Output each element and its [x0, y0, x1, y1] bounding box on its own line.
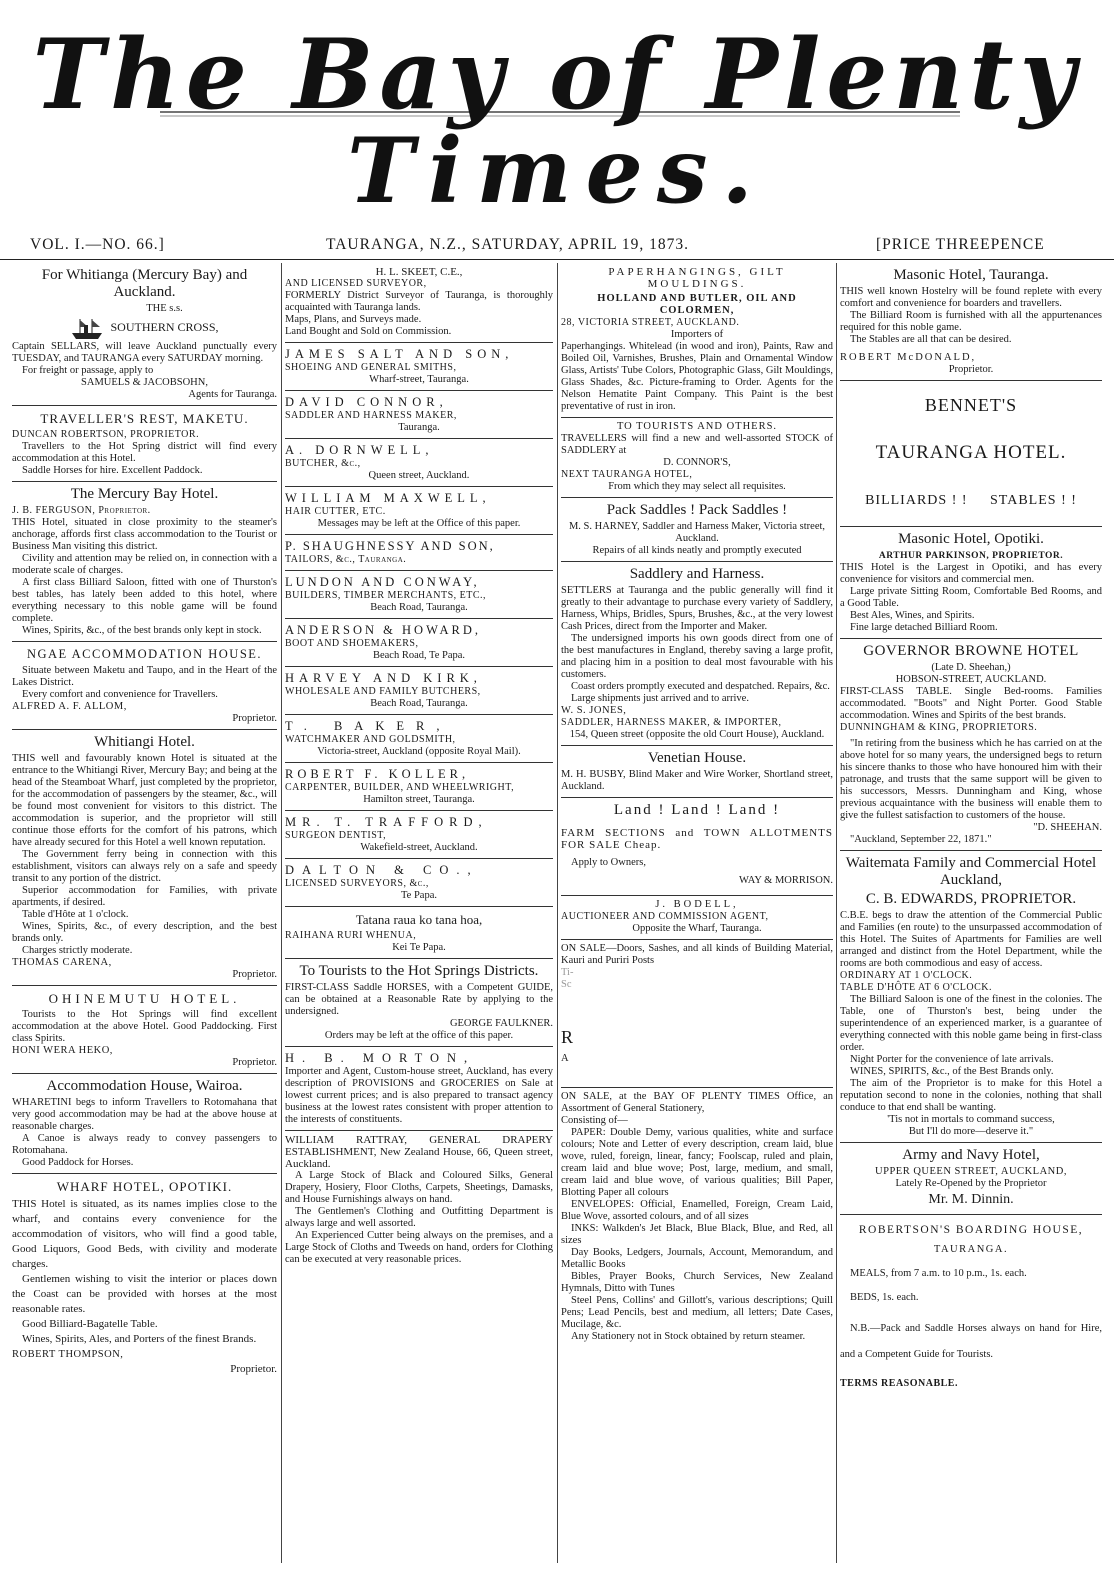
ad-text: M. H. BUSBY, Blind Maker and Wire Worker, Shortland street, Auckland. — [561, 769, 833, 792]
ad-land-sale — [561, 798, 833, 896]
ad-bennets-hotel — [840, 381, 1102, 527]
ad-text: Travellers to the Hot Spring district will find every accommodation at this Hotel. — [12, 441, 277, 464]
ad-james-salt — [285, 343, 553, 391]
ad-heading: Pack Saddles ! Pack Saddles ! — [606, 502, 788, 518]
ad-text: SETTLERS at Tauranga and the public generally will find it greatly to their advantage to purchase every variety of Saddlery, Harness, Whips, Bridles, Spurs, Brushes, &c., at the very lowest Cash Prices, direct from the Importer and Maker. — [561, 585, 833, 632]
ad-text: THE s.s. — [146, 303, 183, 314]
ad-text: Situate between Maketu and Taupo, and in the Heart of the Lakes District. — [12, 665, 277, 688]
ad-text: Tourists to the Hot Springs will find excellent accommodation at the above Hotel. Good Paddocking. First class Spirits. — [12, 1009, 277, 1044]
ad-text-fragment: A — [561, 1053, 569, 1064]
ad-text: Civility and attention may be relied on, in connection with a moderate scale of charges. — [12, 553, 277, 576]
ad-signature: "D. SHEEHAN. — [1033, 822, 1102, 833]
ad-text: Opposite the Wharf, Tauranga. — [632, 923, 762, 934]
ad-text: THIS well and favourably known Hotel is situated at the entrance to the Whitiangi River, Mercury Bay; and being at the head of the Steamboat Wharf, just completed by the proprietor, for the accommodation of passengers by the steamer, &c., will be found most convenient for visitors to this district. The accommodation is superior, and the proprietor will still continue those efforts for the comfort of his patrons, which have already secured for this Hotel a well known reputation. — [12, 753, 277, 848]
ad-heading: Whitiangi Hotel. — [94, 734, 195, 750]
ad-text: D. CONNOR'S, — [663, 457, 731, 468]
ad-text: Best Ales, Wines, and Spirits. — [850, 610, 975, 621]
column-rule — [281, 263, 282, 1563]
ad-building-material — [561, 940, 833, 1088]
ad-text: TRAVELLERS will find a new and well-assorted STOCK of SADDLERY at — [561, 433, 833, 456]
ad-subheading: SURGEON DENTIST, — [285, 830, 387, 841]
ad-text: THIS Hotel is situated, as its names implies close to the wharf, and contains every convenience for the accommodation of visitors, who will find a good table, Good Liquors, Good Beds, with civility and moderate charges. — [12, 1198, 277, 1270]
ad-subheading: LICENSED SURVEYORS, &c., — [285, 878, 429, 889]
ad-heading: TRAVELLER'S REST, MAKETU. — [40, 411, 249, 426]
ad-tourists-others — [561, 418, 833, 498]
ad-text: Day Books, Ledgers, Journals, Account, Memorandum, and Metallic Books — [561, 1247, 833, 1270]
ad-signature: GEORGE FAULKNER. — [449, 1018, 553, 1029]
ad-proprietor: DUNCAN ROBERTSON, PROPRIETOR. — [12, 429, 200, 440]
ad-subheading: C. B. EDWARDS, PROPRIETOR. — [865, 891, 1077, 907]
ad-signature: DUNNINGHAM & KING, PROPRIETORS. — [840, 722, 1038, 733]
ad-subheading: CARPENTER, BUILDER, AND WHEELWRIGHT, — [285, 782, 515, 793]
ad-address: 28, VICTORIA STREET, AUCKLAND. — [561, 317, 740, 328]
ad-heading: ROBERT F. KOLLER, — [285, 767, 470, 781]
ad-text: Messages may be left at the Office of this paper. — [317, 518, 521, 529]
ad-text: Coast orders promptly executed and despatched. Repairs, &c. — [571, 681, 830, 692]
ad-subheading: RAIHANA RURI WHENUA, — [285, 930, 417, 941]
ad-text: THIS Hotel is the Largest in Opotiki, and has every convenience for visitors and commercial men. — [840, 562, 1102, 585]
ad-subheading: NEXT TAURANGA HOTEL, — [561, 469, 693, 480]
steamship-icon — [70, 315, 104, 341]
ad-heading: HARVEY AND KIRK, — [285, 671, 482, 685]
ad-signature-title: Proprietor. — [232, 1057, 277, 1068]
ad-heading: Land ! Land ! Land ! — [613, 802, 781, 818]
ad-subheading: BOOT AND SHOEMAKERS, — [285, 638, 419, 649]
ad-heading: Waitemata Family and Commercial Hotel Auckland, — [845, 855, 1097, 888]
ad-text: THIS Hotel, situated in close proximity to the steamer's anchorage, affords first class accommodation to the Tourist or Business Man visiting this district. — [12, 517, 277, 552]
ad-lundon-conway — [285, 571, 553, 619]
ad-dalton — [285, 859, 553, 907]
ad-text: Tauranga. — [398, 422, 440, 433]
ad-holland-butler — [561, 263, 833, 418]
ad-subheading: SHOEING AND GENERAL SMITHS, — [285, 362, 457, 373]
ad-text: The Stables are all that can be desired. — [850, 334, 1012, 345]
ad-text: Te Papa. — [400, 890, 437, 901]
ad-heading: Accommodation House, Wairoa. — [46, 1078, 243, 1094]
volume-number: VOL. I.—NO. 66.] — [30, 236, 165, 253]
ad-signature-title: Proprietor. — [232, 969, 277, 980]
ad-text: Importers of — [670, 329, 724, 340]
ad-proprietor: J. B. FERGUSON, Proprietor. — [12, 505, 151, 516]
ad-text: Agents for Tauranga. — [188, 389, 277, 400]
ad-text: Gentlemen wishing to visit the interior or places down the Coast can be provided with horses at the most reasonable rates. — [12, 1273, 277, 1315]
ad-heading: DAVID CONNOR, — [285, 395, 448, 409]
ad-text: Consisting of— — [561, 1115, 628, 1126]
ad-text: Any Stationery not in Stock obtained by return steamer. — [571, 1331, 806, 1342]
ad-text: TABLE D'HÔTE AT 6 O'CLOCK. — [840, 982, 993, 993]
ad-heading: WILLIAM RATTRAY, GENERAL DRAPERY ESTABLISHMENT, New Zealand House, 66, Queen street, Auckland. — [285, 1134, 553, 1170]
ad-address: 154, Queen street (opposite the old Court House), Auckland. — [569, 729, 825, 740]
ad-skeet — [285, 263, 553, 343]
ad-travellers-rest — [12, 406, 277, 482]
ad-text: Beach Road, Te Papa. — [372, 650, 466, 661]
ad-tatana — [285, 907, 553, 959]
ad-text: FARM SECTIONS and TOWN ALLOTMENTS FOR SALE Cheap. — [561, 827, 833, 851]
ad-text: The aim of the Proprietor is to make for this Hotel a reputation second to none in the colonies, nothing that shall conduce to that end shall be wanting. — [840, 1078, 1102, 1113]
ad-subheading: WHOLESALE AND FAMILY BUTCHERS, — [285, 686, 481, 697]
ad-heading: P. SHAUGHNESSY AND SON, — [285, 539, 495, 553]
ad-text: THIS well known Hostelry will be found replete with every comfort and convenience for boarders and travellers. — [840, 286, 1102, 309]
ad-trafford — [285, 811, 553, 859]
ad-text: Every comfort and convenience for Travellers. — [22, 689, 218, 700]
ad-text: TERMS REASONABLE. — [840, 1378, 958, 1389]
ad-text: Night Porter for the convenience of late arrivals. — [850, 1054, 1054, 1065]
ad-text: Wines, Spirits, &c., of the best brands only kept in stock. — [22, 625, 262, 636]
ad-text: M. S. HARNEY, Saddler and Harness Maker, Victoria street, Auckland. — [568, 521, 826, 544]
ad-text: Table d'Hôte at 1 o'clock. — [22, 909, 129, 920]
ad-text: The undersigned imports his own goods direct from one of the best manufactures in England, thereby saving a large profit, and placing him in a position to deal most favourable with his customers. — [561, 633, 833, 680]
ad-heading: Tatana raua ko tana hoa, — [355, 912, 483, 927]
ad-address: HOBSON-STREET, AUCKLAND. — [895, 674, 1047, 685]
publication-date: TAURANGA, N.Z., SATURDAY, APRIL 19, 1873. — [326, 236, 689, 253]
ad-text: Saddle Horses for hire. Excellent Paddock. — [22, 465, 203, 476]
ad-heading: MR. T. TRAFFORD, — [285, 815, 488, 829]
ad-text: Apply to Owners, — [571, 857, 646, 868]
ad-text: Steel Pens, Collins' and Gillott's, various descriptions; Quill Pens; Lead Pencils, best and medium, all letters; Date Cases, Mucilage, &c. — [561, 1295, 833, 1330]
ad-subheading: HAIR CUTTER, ETC. — [285, 506, 386, 517]
ad-heading: T. BAKER, — [285, 719, 452, 733]
ad-heading: BENNET'S — [924, 395, 1018, 415]
ad-robertsons-boarding — [840, 1215, 1102, 1394]
ad-text: A Large Stock of Black and Coloured Silks, General Drapery, Hosiery, Floor Cloths, Carpets, Sheetings, Damasks, and House Furnishings always on hand. — [285, 1170, 553, 1205]
column-2 — [285, 263, 553, 1563]
ad-text: Victoria-street, Auckland (opposite Royal Mail). — [317, 746, 521, 757]
ad-text: The Government ferry being in connection with this establishment, visitors can always rely on a safe and speedy transit to any portion of the district. — [12, 849, 277, 884]
ad-pack-saddles — [561, 498, 833, 562]
ad-signature: ROBERT McDONALD, — [840, 352, 977, 363]
ad-david-connor — [285, 391, 553, 439]
ad-heading: The Mercury Bay Hotel. — [70, 486, 219, 502]
ad-proprietor: ARTHUR PARKINSON, PROPRIETOR. — [878, 551, 1064, 561]
ad-heading: DALTON & CO., — [285, 863, 479, 877]
ad-text-fragment: R — [561, 1027, 574, 1047]
ad-address: UPPER QUEEN STREET, AUCKLAND, — [875, 1166, 1067, 1177]
ad-subheading: BUILDERS, TIMBER MERCHANTS, ETC., — [285, 590, 487, 601]
ad-heading: NGAE ACCOMMODATION HOUSE. — [26, 647, 263, 661]
ad-heading: WILLIAM MAXWELL, — [285, 491, 491, 505]
price: [PRICE THREEPENCE — [876, 236, 1045, 253]
ad-venetian-house — [561, 746, 833, 798]
ad-maxwell — [285, 487, 553, 535]
ad-text: Wines, Spirits, &c., of every description, and the best brands only. — [12, 921, 277, 944]
ad-text: ON SALE—Doors, Sashes, and all kinds of Building Material, Kauri and Puriri Posts — [561, 943, 833, 966]
ad-text: Beach Road, Tauranga. — [370, 602, 468, 613]
ad-masonic-opotiki — [840, 527, 1102, 639]
ad-text: Captain SELLARS, will leave Auckland punctually every TUESDAY, and TAURANGA every SATURDAY morning. — [12, 341, 277, 364]
ad-morton — [285, 1047, 553, 1131]
ad-signature: Mr. M. Dinnin. — [928, 1192, 1014, 1207]
ad-army-navy-hotel — [840, 1143, 1102, 1215]
ad-signature-title: Proprietor. — [948, 364, 994, 375]
ad-text: MEALS, from 7 a.m. to 10 p.m., 1s. each. — [850, 1268, 1027, 1279]
ad-text: Wakefield-street, Auckland. — [360, 842, 478, 853]
ad-waitemata-hotel — [840, 851, 1102, 1143]
ad-heading: To Tourists to the Hot Springs Districts. — [299, 963, 539, 979]
column-1 — [12, 263, 277, 1563]
ad-text: ON SALE, at the BAY OF PLENTY TIMES Office, an Assortment of General Stationery, — [561, 1091, 833, 1114]
ad-whitiangi-hotel — [12, 730, 277, 986]
ship-name: SOUTHERN CROSS, — [110, 319, 219, 334]
ad-bodell — [561, 896, 833, 940]
ad-text-fragment: Ti- — [561, 967, 574, 978]
ad-text: BEDS, 1s. each. — [850, 1292, 919, 1303]
ad-signature: ROBERT THOMPSON, — [12, 1349, 124, 1360]
ad-quote: 'Tis not in mortals to command success, — [887, 1114, 1055, 1125]
ad-text: Kei Te Papa. — [392, 942, 446, 953]
ad-heading: OHINEMUTU HOTEL. — [48, 991, 241, 1006]
ad-text-fragment: Sc — [561, 979, 572, 990]
ad-southern-cross — [12, 263, 277, 406]
column-3 — [561, 263, 833, 1563]
ad-heading: H. B. MORTON, — [285, 1051, 476, 1065]
ad-signature: THOMAS CARENA, — [12, 957, 112, 968]
ad-text: Orders may be left at the office of this paper. — [324, 1030, 514, 1041]
column-rule — [836, 263, 837, 1563]
ad-subheading: AND LICENSED SURVEYOR, — [285, 278, 427, 289]
ad-dornwell — [285, 439, 553, 487]
ad-signature: W. S. JONES, — [561, 705, 627, 716]
ad-text: Importer and Agent, Custom-house street, Auckland, has every description of PROVISIONS and GROCERIES on Sale at lowest current prices; and is also prepared to transact agency business at the lowest rates consistent with proper attention to the interests of constituents. — [285, 1066, 553, 1125]
ad-heading: ROBERTSON'S BOARDING HOUSE, — [858, 1224, 1084, 1236]
ad-saddlery-harness — [561, 562, 833, 746]
ad-text: C.B.E. begs to draw the attention of the Commercial Public and Families (en route) to the unsurpassed accommodation of this Hotel. The Suites of Apartments for Families are well arranged and distinct from the Hotel Department, while the rooms are both commodious and easy of access. — [840, 910, 1102, 969]
ad-heading: Saddlery and Harness. — [629, 566, 765, 582]
ad-text: (Late D. Sheehan,) — [931, 662, 1011, 673]
ad-text: Good Paddock for Horses. — [22, 1157, 134, 1168]
ad-text: Beach Road, Tauranga. — [370, 698, 468, 709]
masthead-title-line1: The Bay of Plenty — [32, 18, 1082, 131]
ad-subheading: BUTCHER, &c., — [285, 458, 361, 469]
ad-text: Wharf-street, Tauranga. — [369, 374, 469, 385]
column-4 — [840, 263, 1102, 1563]
ad-heading: BILLIARDS ! ! STABLES ! ! — [865, 493, 1077, 508]
column-rule — [557, 263, 558, 1563]
ad-heading: ANDERSON & HOWARD, — [285, 623, 482, 637]
ad-text: Fine large detached Billiard Room. — [850, 622, 998, 633]
ad-text: Good Billiard-Bagatelle Table. — [22, 1318, 158, 1330]
ad-text: ENVELOPES: Official, Enamelled, Foreign, Cream Laid, Blue Wove, assorted colours, and of all sizes — [561, 1199, 833, 1222]
ad-anderson-howard — [285, 619, 553, 667]
ad-signature: HONI WERA HEKO, — [12, 1045, 113, 1056]
ad-text: An Experienced Cutter being always on the premises, and a Large Stock of Cloths and Tweeds on hand, orders for Clothing can be executed at very reasonable prices. — [285, 1230, 553, 1265]
ad-heading: JAMES SALT AND SON, — [285, 347, 514, 361]
ad-quote: But I'll do more—deserve it." — [908, 1126, 1034, 1137]
ad-text: Superior accommodation for Families, with private apartments, if desired. — [12, 885, 277, 908]
ad-text: WHARETINI begs to inform Travellers to Rotomahana that very good accommodation may be had at the above house at reasonable charges. — [12, 1097, 277, 1132]
ad-heading: TO TOURISTS AND OTHERS. — [616, 421, 778, 432]
ad-signature: ALFRED A. F. ALLOM, — [12, 701, 127, 712]
ad-heading: Masonic Hotel, Tauranga. — [893, 267, 1049, 283]
ad-text: Paperhangings. Whitelead (in wood and iron), Paints, Raw and Boiled Oil, Varnishes, Brushes, Plain and Ornamental Window Glass, Artists' Tube Colors, Photographic Glass, Gilt Mouldings, Glass Shades, &c. Picture-framing to Order. Agents for the Nelson Hematite Paint Company. This Paint is the best preventative of rust in iron. — [561, 341, 833, 412]
ad-subheading: WATCHMAKER AND GOLDSMITH, — [285, 734, 456, 745]
ad-text: SAMUELS & JACOBSOHN, — [81, 377, 208, 388]
ad-subheading: SADDLER AND HARNESS MAKER, — [285, 410, 457, 421]
ad-heading: WHARF HOTEL, OPOTIKI. — [56, 1179, 233, 1194]
ad-heading: GOVERNOR BROWNE HOTEL — [863, 643, 1079, 659]
ad-text: The Billiard Room is furnished with all the appurtenances required for this noble game. — [840, 310, 1102, 333]
ad-heading: LUNDON AND CONWAY, — [285, 575, 480, 589]
header-rule — [0, 259, 1114, 260]
ad-subheading: SADDLER, HARNESS MAKER, & IMPORTER, — [561, 717, 782, 728]
ad-heading: J. BODELL, — [655, 899, 739, 910]
ad-text: Land Bought and Sold on Commission. — [285, 326, 452, 337]
ad-text: FORMERLY District Surveyor of Tauranga, is thoroughly acquainted with Tauranga lands. — [285, 290, 553, 313]
ad-heading: Masonic Hotel, Opotiki. — [898, 531, 1044, 547]
ad-text: The Gentlemen's Clothing and Outfitting Department is always large and well assorted. — [285, 1206, 553, 1229]
ad-text: "In retiring from the business which he has carried on at the above hotel for so many years, the undersigned begs to return his sincere thanks to those who have honoured him with their patronage, and trusts that the same support will be given to his successors, Messrs. Dunningham and King, whose previous acquaintance with the business will enable them to give the fullest satisfaction to customers of the house. — [840, 738, 1102, 821]
ad-text: Lately Re-Opened by the Proprietor — [895, 1178, 1047, 1189]
ad-harvey-kirk — [285, 667, 553, 715]
ad-subheading: AUCTIONEER AND COMMISSION AGENT, — [561, 911, 769, 922]
ad-subheading: TAILORS, &c., Tauranga. — [285, 554, 407, 565]
ad-wairoa-accommodation — [12, 1074, 277, 1174]
ad-text: For freight or passage, apply to — [22, 365, 154, 376]
ad-governor-browne — [840, 639, 1102, 851]
ad-ngae-accommodation — [12, 642, 277, 730]
ad-text: FIRST-CLASS Saddle HORSES, with a Competent GUIDE, can be obtained at a Reasonable Rate by applying to the undersigned. — [285, 982, 553, 1017]
ad-text: ORDINARY AT 1 O'CLOCK. — [840, 970, 973, 981]
ad-mercury-bay-hotel — [12, 482, 277, 642]
masthead — [0, 0, 1114, 228]
ad-subheading: TAURANGA. — [933, 1244, 1009, 1255]
ad-text: Queen street, Auckland. — [368, 470, 470, 481]
ad-text: A first class Billiard Saloon, fitted with one of Thurston's best tables, has lately been added to this hotel, where everything necessary to this noble game will be found complete. — [12, 577, 277, 624]
ad-text: Large shipments just arrived and to arrive. — [571, 693, 749, 704]
ad-heading: A. DORNWELL, — [285, 443, 434, 457]
ad-text: From which they may select all requisites. — [608, 481, 786, 492]
dateline — [0, 232, 1114, 260]
ad-wharf-hotel — [12, 1174, 277, 1381]
ad-heading: Venetian House. — [647, 750, 747, 766]
ad-stationery — [561, 1088, 833, 1347]
ad-heading: TAURANGA HOTEL. — [875, 442, 1067, 463]
ad-heading: For Whitianga (Mercury Bay) and Auckland. — [41, 267, 248, 300]
ad-text: WINES, SPIRITS, &c., of the Best Brands only. — [850, 1066, 1054, 1077]
ad-text: PAPER: Double Demy, various qualities, white and surface colours; Note and Letter of every description, cream laid, blue wove, ruled, foreign, linear, fancy; Foolscap, ruled and plain, cream laid and blue wove; Post, large, medium, and small, cream laid and blue wove, of various qualities; Bill Paper, Blotting Paper all colours — [561, 1127, 833, 1198]
ad-text: Maps, Plans, and Surveys made. — [285, 314, 422, 325]
ad-text: Large private Sitting Room, Comfortable Bed Rooms, and a Good Table. — [840, 586, 1102, 609]
ad-text: The Billiard Saloon is one of the finest in the colonies. The Table, one of Thurston's best, being under the superintendence of an experienced marker, is a guarantee of everything connected with this noble game being in first-class order. — [840, 994, 1102, 1053]
ad-text: A Canoe is always ready to convey passengers to Rotomahana. — [12, 1133, 277, 1156]
masthead-title-line2: Times. — [347, 118, 767, 224]
ad-rattray — [285, 1131, 553, 1270]
ad-text: INKS: Walkden's Jet Black, Blue Black, Blue, and Red, all sizes — [561, 1223, 833, 1246]
ad-koller — [285, 763, 553, 811]
ad-text: Repairs of all kinds neatly and promptly executed — [592, 545, 802, 556]
ad-baker — [285, 715, 553, 763]
ad-ohinemutu-hotel — [12, 986, 277, 1074]
ad-heading: PAPERHANGINGS, GILT MOULDINGS. — [608, 266, 786, 290]
ad-hot-springs-tourists — [285, 959, 553, 1047]
ad-subheading: HOLLAND AND BUTLER, OIL AND COLORMEN, — [597, 293, 797, 316]
ad-heading: H. L. SKEET, C.E., — [375, 266, 463, 278]
ad-text: N.B.—Pack and Saddle Horses always on hand for Hire, and a Competent Guide for Tourists. — [840, 1323, 1102, 1360]
ad-masonic-tauranga — [840, 263, 1102, 381]
ad-shaughnessy — [285, 535, 553, 571]
ad-signature-title: Proprietor. — [230, 1363, 277, 1375]
ad-text: FIRST-CLASS TABLE. Single Bed-rooms. Families accommodated. "Boots" and Night Porter. Good Stable accommodation. Wines and Spirits of the best brands. — [840, 686, 1102, 721]
ad-date: "Auckland, September 22, 1871." — [850, 834, 992, 845]
ad-text: Charges strictly moderate. — [22, 945, 133, 956]
ad-text: Hamilton street, Tauranga. — [363, 794, 475, 805]
ad-heading: Army and Navy Hotel, — [902, 1147, 1040, 1163]
ad-text: Wines, Spirits, Ales, and Porters of the finest Brands. — [22, 1333, 257, 1345]
ad-signature-title: Proprietor. — [232, 713, 277, 724]
ad-text: Bibles, Prayer Books, Church Services, New Zealand Hymnals, Ditto with Tunes — [561, 1271, 833, 1294]
ad-signature: WAY & MORRISON. — [738, 875, 833, 886]
